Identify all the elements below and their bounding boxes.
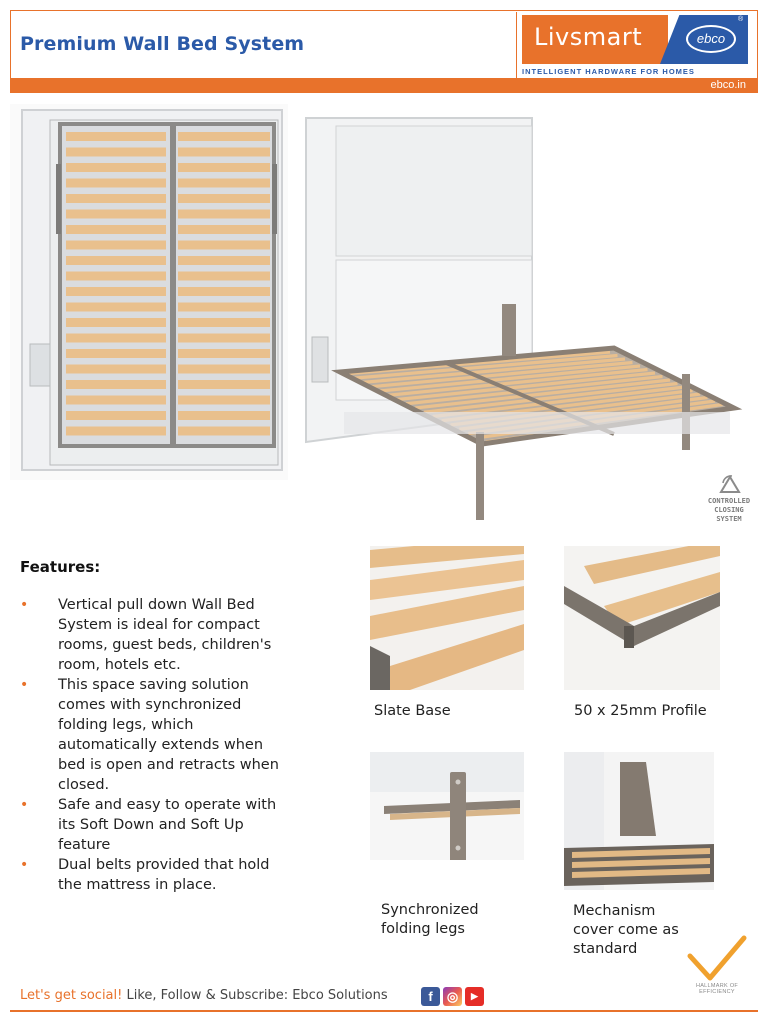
feature-text: Safe and easy to operate with its Soft Down and Soft Up feature [58,797,277,853]
profile-image [564,546,720,690]
slat [178,318,270,327]
slat [66,396,166,405]
partner-logo: ebco [686,25,736,53]
social-body: Like, Follow & Subscribe: Ebco Solutions [122,988,388,1003]
slat [178,148,270,157]
slat [66,318,166,327]
slat [66,287,166,296]
slat [66,272,166,281]
check-icon [686,934,748,984]
slat [178,210,270,219]
slat [178,241,270,250]
slat [66,334,166,343]
folding-legs-image [370,752,524,860]
slat [178,287,270,296]
slat [178,132,270,141]
slat [66,380,166,389]
badge-line-1: CONTROLLED [707,497,751,505]
slate-base-image [370,546,524,690]
feature-text: Vertical pull down Wall Bed System is ideal for compact rooms, guest beds, children's room, hotels etc. [58,597,272,673]
feature-item [20,795,282,855]
slat [178,334,270,343]
facebook-icon[interactable]: f [421,987,440,1006]
slat [66,427,166,436]
slat [66,241,166,250]
controlled-closing-badge [700,497,758,524]
brand-logo: Livsmart [522,15,668,64]
social-prefix: Let's get social! [20,988,123,1003]
feature-item [20,675,282,795]
bullet-icon: • [20,857,29,873]
slat [178,194,270,203]
thumb-caption-mechanism-cover: Mechanism cover come as standard [573,903,679,957]
slat [66,411,166,420]
header-bar [10,78,758,93]
youtube-icon[interactable]: ▶ [465,987,484,1006]
registered-mark: ® [738,16,744,23]
feature-item [20,855,282,895]
page-title: Premium Wall Bed System [20,33,305,55]
thumb-caption-slate-base: Slate Base [374,703,451,719]
slat [178,225,270,234]
slat [66,194,166,203]
slat [178,179,270,188]
social-text [20,988,388,1003]
slat [178,380,270,389]
bullet-icon: • [20,597,29,613]
slat [178,349,270,358]
feature-text: Dual belts provided that hold the mattress in place. [58,857,270,893]
slat [66,179,166,188]
slat [178,163,270,172]
brand-tagline: INTELLIGENT HARDWARE FOR HOMES [522,67,695,76]
slat [178,396,270,405]
slat [66,365,166,374]
bullet-icon: • [20,797,29,813]
slat [66,163,166,172]
slat [66,210,166,219]
thumb-caption-profile: 50 x 25mm Profile [574,703,707,719]
bullet-icon: • [20,677,29,693]
slat [178,411,270,420]
controlled-closing-icon [718,473,742,495]
footer-divider [10,1010,758,1012]
slat [66,132,166,141]
feature-text: This space saving solution comes with synchronized folding legs, which automatically extends when bed is open and retracts when closed. [58,677,279,793]
badge-line-3: SYSTEM [716,515,742,523]
wall-bed-open-view [296,112,758,540]
features-list [20,595,282,895]
mechanism-cover-image [564,752,714,890]
slat [178,427,270,436]
slat [66,225,166,234]
badge-line-2: CLOSING [714,506,744,514]
slat [178,303,270,312]
slat [66,256,166,265]
slat [178,365,270,374]
slat [178,256,270,265]
features-heading: Features: [20,558,101,576]
website-link[interactable]: ebco.in [710,79,746,91]
instagram-icon[interactable]: ◎ [443,987,462,1006]
slat [66,303,166,312]
thumb-caption-folding-legs: Synchronized folding legs [381,902,479,937]
slat [66,349,166,358]
feature-item [20,595,282,675]
slat [178,272,270,281]
wall-bed-front-view [10,104,288,480]
hallmark-label: HALLMARK OF EFFICIENCY [695,983,739,995]
slat [66,148,166,157]
